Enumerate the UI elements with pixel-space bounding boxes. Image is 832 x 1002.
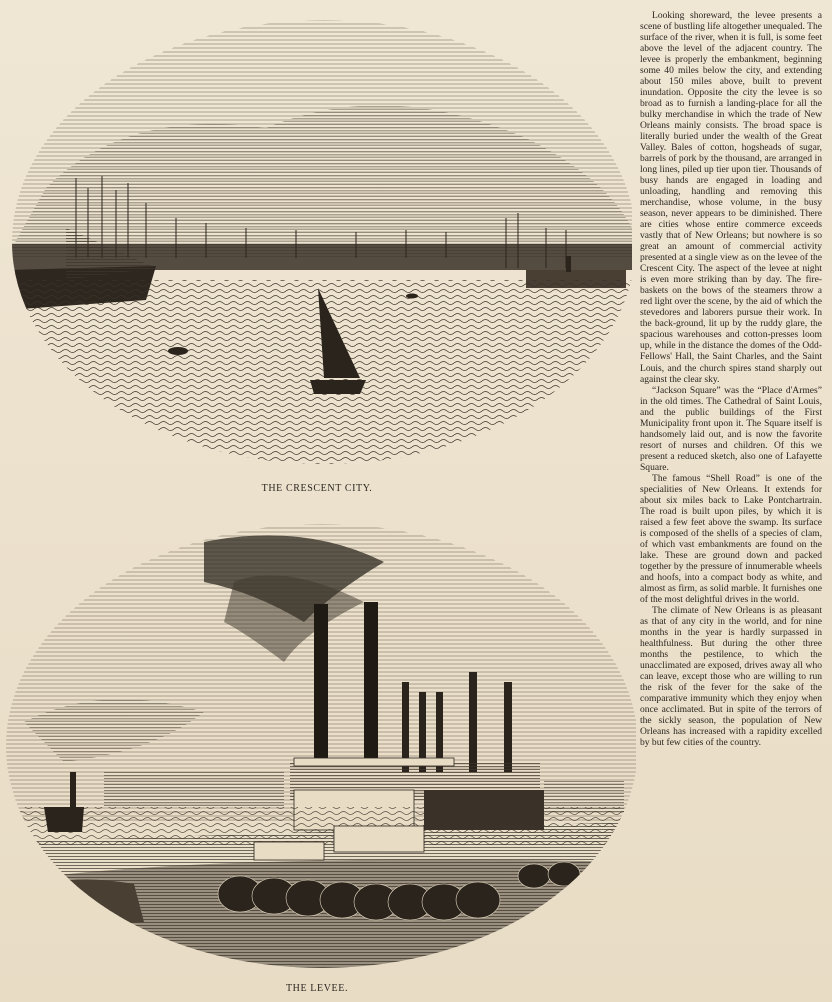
levee-caption: THE LEVEE.: [285, 983, 349, 994]
crescent-city-engraving: [6, 18, 632, 470]
article-paragraph: Looking shoreward, the levee presents a scene of bustling life altogether unequaled. The surface of the river, when it is full, is some feet above the level of the adjacent country. The levee is properly the embankment, beginning some 40 miles below the city, and extending about 150 miles above, built to prevent inundation. Opposite the city the levee is so broad as to furnish a landing-place for all the bulky merchandise in which the trade of New Orleans mainly consists. The broad space is literally buried under the wealth of the Great Valley. Bales of cotton, hogsheads of sugar, barrels of pork by the thousand, are arranged in long lines, piled up tier upon tier. Thousands of busy hands are engaged in loading and unloading, handling and removing this merchandise, whose volume, in the busy season, never appears to be diminished. There are cities whose entire commerce exceeds vastly that of New Orleans; but nowhere is so great an amount of commercial activity presented at a single view as on the levee of the Crescent City. The aspect of the levee at night is even more striking than by day. The fire-baskets on the bows of the steamers throw a red light over the scene, by the aid of which the stevedores and laborers pursue their work. In the back-ground, lit up by the ruddy glare, the spacious warehouses and cotton-presses loom up, while in the distance the domes of the Odd-Fellows' Hall, the Saint Charles, and the Saint Louis, and the church spires stand sharply out against the clear sky.: [640, 10, 822, 385]
article-column: [640, 10, 822, 995]
crescent-city-illustration: [6, 18, 632, 470]
article-paragraph: The famous “Shell Road” is one of the specialities of New Orleans. It extends for about six miles back to Lake Pontchartrain. The road is built upon piles, by which it is raised a few feet above the swamp. Its surface is composed of the shells of a species of clam, of which vast embankments are found on the lake. These are ground down and packed together by the pressure of innumerable wheels and hoofs, into a compact body as white, and almost as firm, as solid marble. It furnishes one of the most delightful drives in the world.: [640, 472, 822, 605]
levee-engraving: [4, 522, 636, 974]
crescent-city-caption: THE CRESCENT CITY.: [261, 483, 373, 494]
levee-illustration: [4, 522, 636, 974]
article-paragraph: “Jackson Square” was the “Place d'Armes” in the old times. The Cathedral of Saint Louis, and the public buildings of the First Municipality front upon it. The Square itself is handsomely laid out, and is now the favorite resort of nurses and children. Of this we present a reduced sketch, also one of Lafayette Square.: [640, 384, 822, 473]
article-paragraph: The climate of New Orleans is as pleasant as that of any city in the world, and for nine months in the year is hardly surpassed in healthfulness. But during the other three months the pestilence, to which the unacclimated are exposed, drives away all who can leave, except those who are willing to run the risk of the fever for the sake of the comparative immunity which they enjoy when once acclimated. But in spite of the terrors of the sickly season, the population of New Orleans has increased with a rapidity excelled by but few cities of the country.: [640, 604, 822, 749]
